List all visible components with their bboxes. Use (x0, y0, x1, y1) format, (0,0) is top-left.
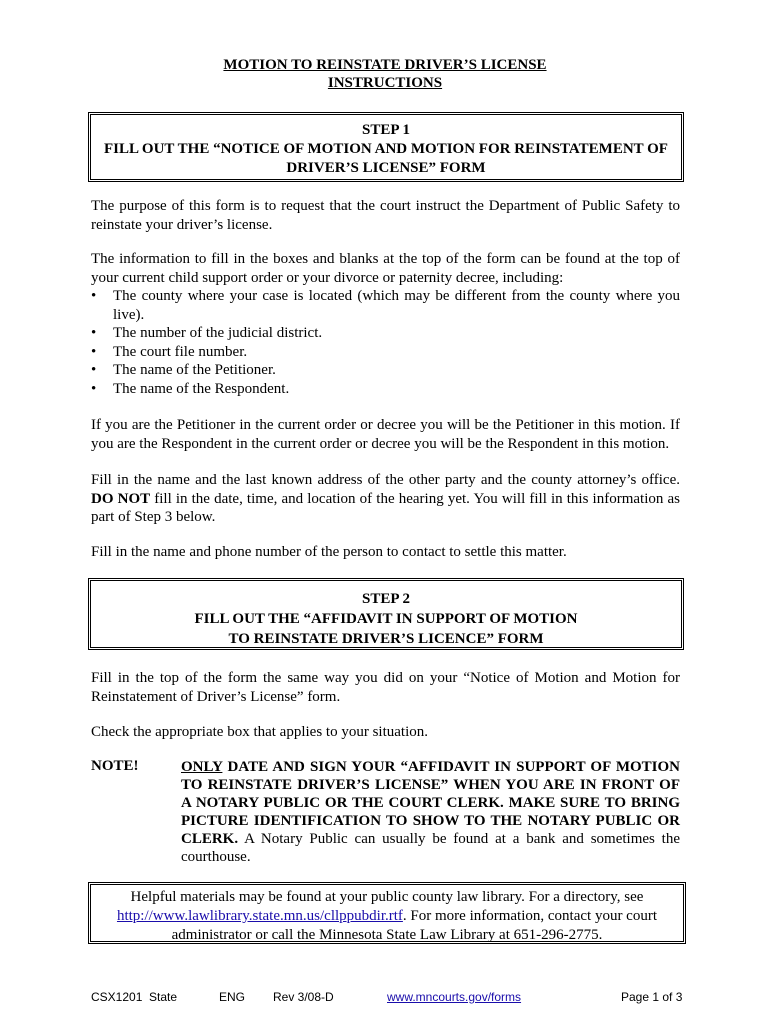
footer-forms-link[interactable]: www.mncourts.gov/forms (387, 990, 522, 1004)
info-intro: The information to fill in the boxes and blanks at the top of the form can be found at the top of your current child support order or your divorce or paternity decree, including: (91, 251, 680, 286)
step2-heading: STEP 2 (362, 591, 410, 607)
only-emphasis: ONLY (181, 759, 223, 775)
step1-line2: DRIVER’S LICENSE” FORM (286, 160, 486, 176)
info-list (91, 287, 680, 398)
step2-line1: FILL OUT THE “AFFIDAVIT IN SUPPORT OF MOTION (194, 611, 578, 627)
step2-line2: TO REINSTATE DRIVER’S LICENCE” FORM (228, 631, 544, 647)
list-item: • The court file number. (91, 343, 680, 362)
footer-page-number: Page 1 of 3 (621, 990, 683, 1004)
list-item: • The name of the Respondent. (91, 380, 680, 399)
document-title-line2: INSTRUCTIONS (327, 75, 443, 91)
footer-form-code: CSX1201 (91, 990, 143, 1004)
list-item: • The number of the judicial district. (91, 324, 680, 343)
fill-name-paragraph (91, 471, 680, 527)
footer-language: ENG (219, 990, 246, 1004)
petitioner-paragraph: If you are the Petitioner in the current order or decree you will be the Petitioner in this motion. If you are the Respondent in the current order or decree you will be the Respondent in this motion. (91, 417, 680, 452)
step2-box (88, 578, 684, 650)
step1-heading: STEP 1 (362, 122, 410, 138)
helpful-materials-box (88, 882, 686, 944)
document-title-line1: MOTION TO REINSTATE DRIVER’S LICENSE (223, 57, 547, 73)
list-item: • The name of the Petitioner. (91, 361, 680, 380)
contact-paragraph: Fill in the name and phone number of the person to contact to settle this matter. (91, 544, 567, 560)
note-bold-text: DATE AND SIGN YOUR “AFFIDAVIT IN SUPPORT OF MOTION TO REINSTATE DRIVER’S LICENSE” WHEN YOU ARE IN FRONT OF A NOTARY PUBLIC OR THE COURT CLERK. MAKE SURE TO BRING PICTURE IDENTIFICATION TO SHOW TO THE NOTARY PUBLIC OR CLERK. (181, 759, 680, 847)
helpful-line3: administrator or call the Minnesota State Law Library at 651-296-2775. (171, 927, 603, 943)
fill-name-line1: Fill in the name and the last known address of the other party and the county attorney’s office. (91, 472, 680, 488)
note-plain-text: A Notary Public can usually be found at a bank and sometimes the courthouse. (181, 831, 680, 865)
fill-name-rest: fill in the date, time, and location of the hearing yet. You will fill in this information as part of Step 3 below. (91, 490, 680, 525)
step2-paragraph-1: Fill in the top of the form the same way you did on your “Notice of Motion and Motion for Reinstatement of Driver’s License” form. (91, 670, 680, 705)
do-not-emphasis: DO NOT (91, 490, 151, 507)
step1-line1: FILL OUT THE “NOTICE OF MOTION AND MOTION FOR REINSTATEMENT OF (104, 141, 668, 157)
step2-paragraph-2: Check the appropriate box that applies to your situation. (91, 724, 429, 740)
note-body (181, 758, 680, 866)
law-library-link[interactable]: http://www.lawlibrary.state.mn.us/cllppubdir.rtf (116, 908, 403, 924)
info-section (91, 250, 680, 398)
note-label: NOTE! (91, 758, 139, 774)
helpful-line2-rest: . For more information, contact your court (402, 908, 658, 924)
purpose-paragraph: The purpose of this form is to request that the court instruct the Department of Public Safety to reinstate your driver’s license. (91, 198, 680, 233)
step1-box (88, 112, 684, 182)
footer-revision: Rev 3/08-D (273, 990, 334, 1004)
helpful-line1: Helpful materials may be found at your public county law library. For a directory, see (130, 889, 644, 905)
footer-state: State (149, 990, 178, 1004)
list-item: • The county where your case is located (which may be different from the county where you live). (91, 287, 680, 324)
